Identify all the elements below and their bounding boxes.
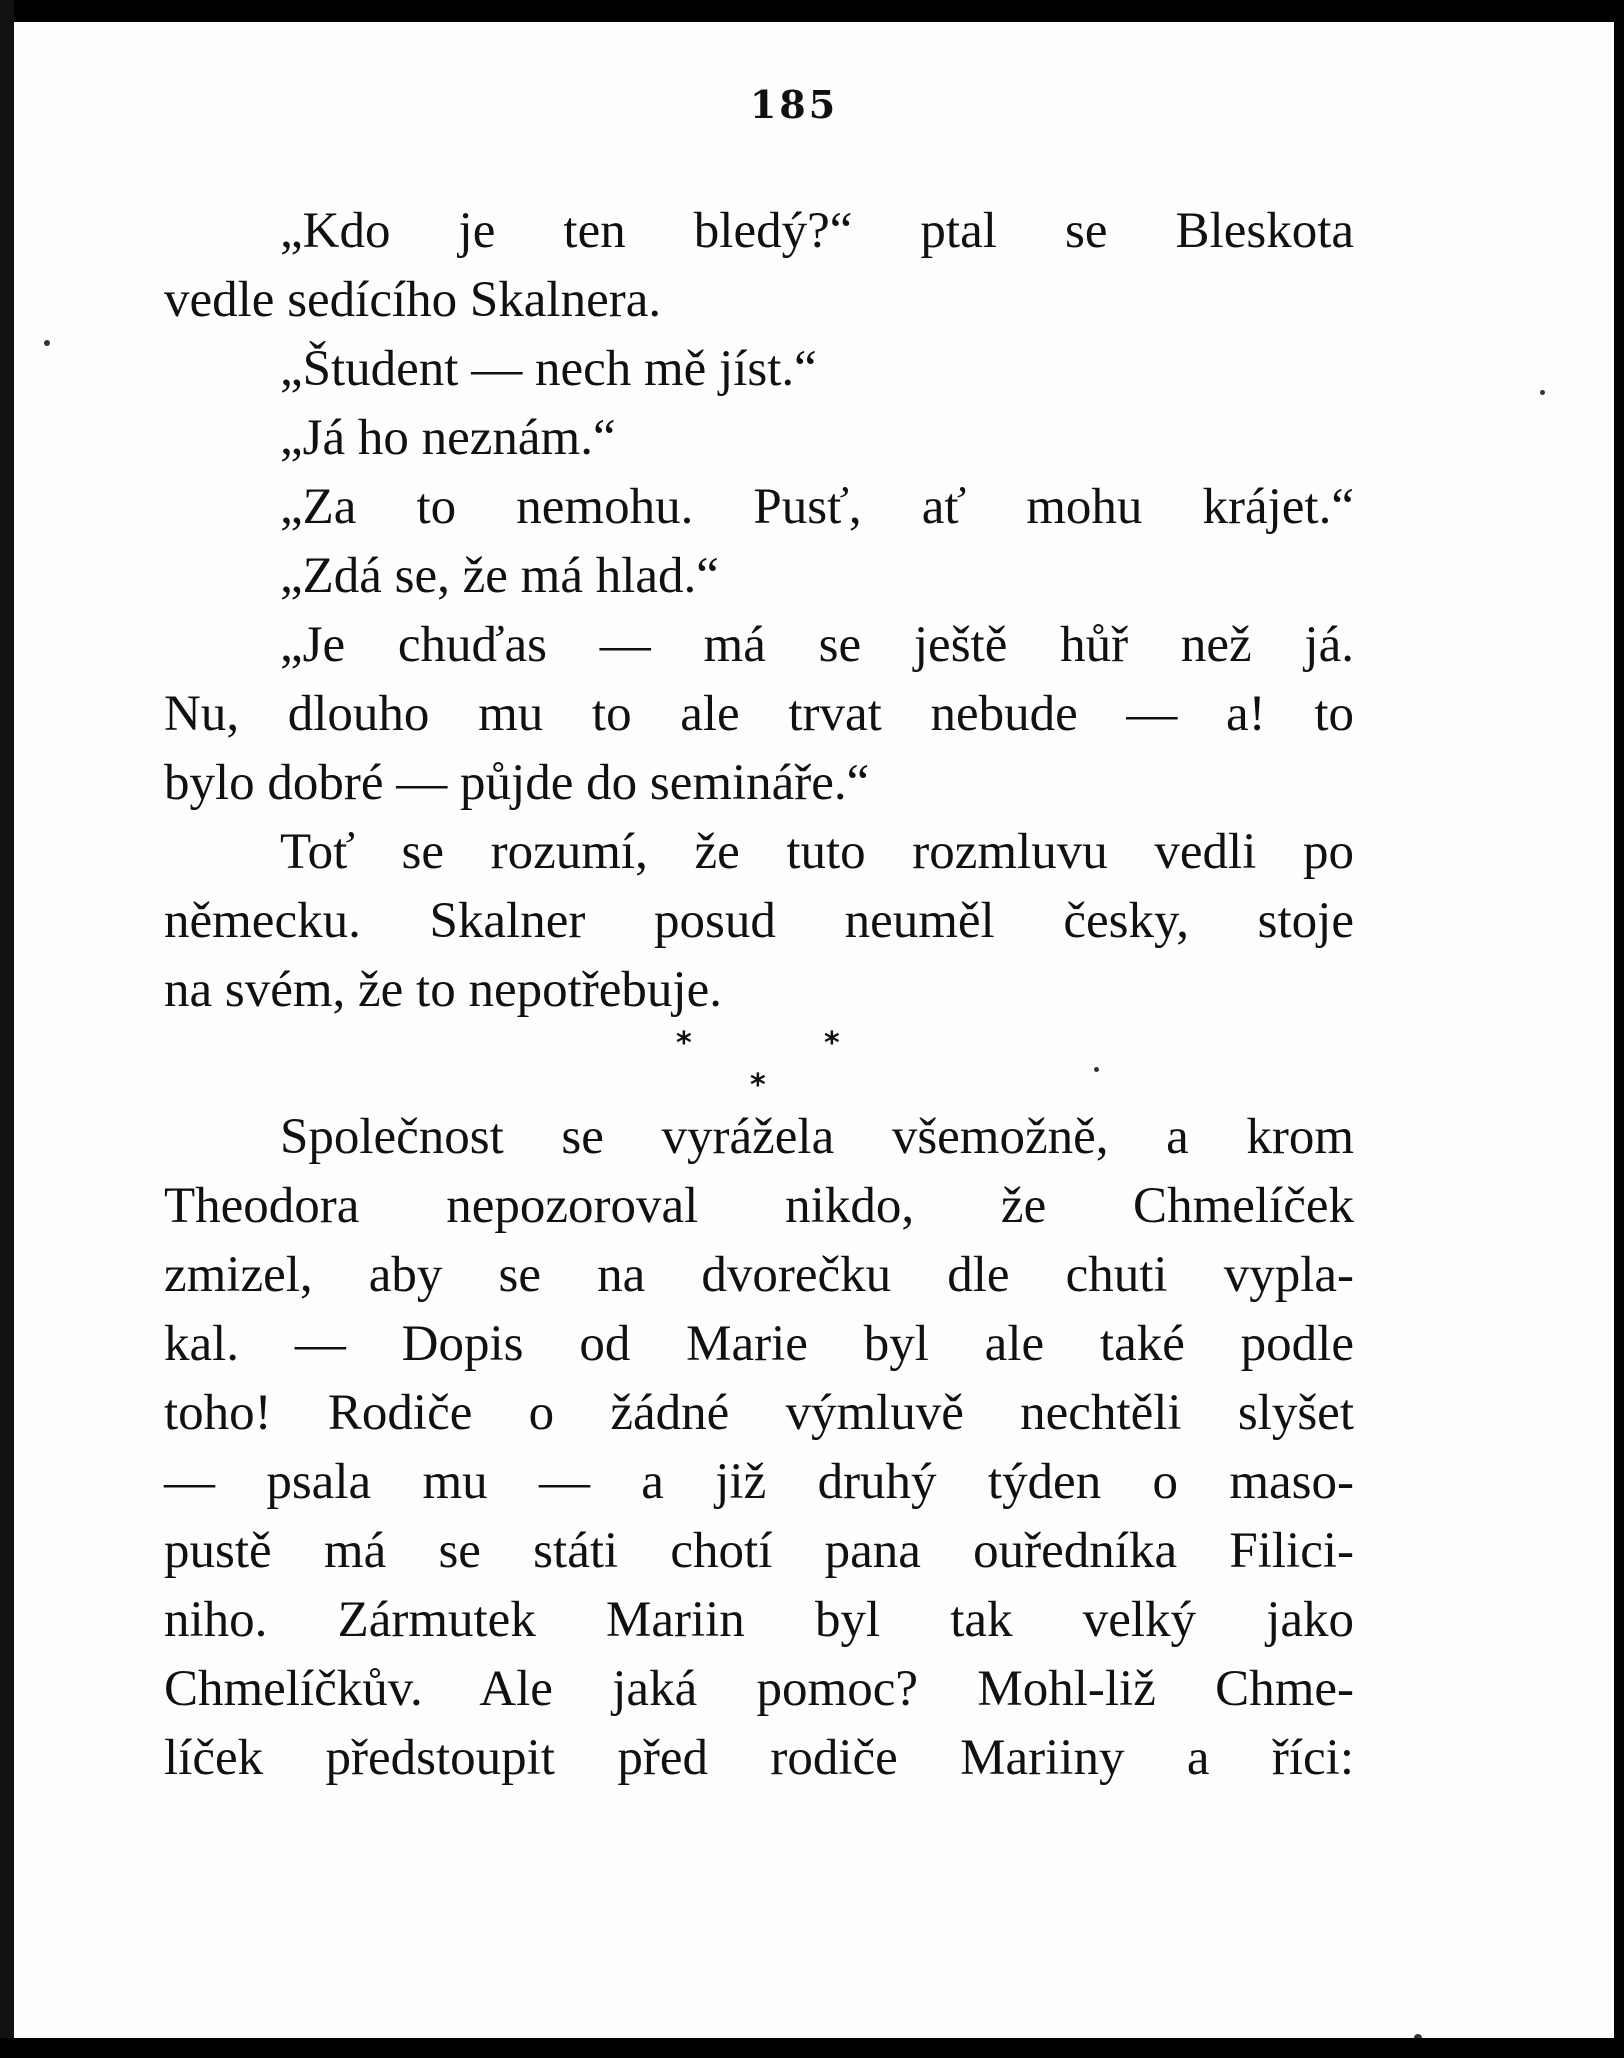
text-line: Theodora nepozoroval nikdo, že Chmelíček: [164, 1178, 1354, 1234]
text-line: německu. Skalner posud neuměl česky, stoje: [164, 893, 1354, 949]
print-speck: [1540, 390, 1545, 395]
body-text: [164, 197, 1354, 1793]
text-line: vedle sedícího Skalnera.: [164, 272, 662, 328]
text-line: „Študent — nech mě jíst.“: [280, 341, 817, 397]
text-section-narrative: [164, 1103, 1354, 1793]
text-line: Toť se rozumí, že tuto rozmluvu vedli po: [280, 824, 1354, 880]
book-page: [14, 22, 1614, 2038]
asterism-star: *: [750, 1068, 766, 1103]
page-bottom-edge: [0, 2038, 1624, 2058]
text-line: bylo dobré — půjde do semináře.“: [164, 755, 870, 811]
text-line: „Za to nemohu. Pusť, ať mohu krájet.“: [280, 479, 1354, 535]
section-break-asterism: [164, 1025, 1354, 1103]
text-line: niho. Zármutek Mariin byl tak velký jako: [164, 1592, 1354, 1648]
text-line: na svém, že to nepotřebuje.: [164, 962, 722, 1018]
text-line: pustě má se státi chotí pana ouředníka Filici-: [164, 1523, 1354, 1579]
text-line: kal. — Dopis od Marie byl ale také podle: [164, 1316, 1354, 1372]
asterism-star: *: [676, 1026, 692, 1061]
text-line: Chmelíčkův. Ale jaká pomoc? Mohl-liž Chme-: [164, 1661, 1354, 1717]
text-line: toho! Rodiče o žádné výmluvě nechtěli slyšet: [164, 1385, 1354, 1441]
text-line: „Kdo je ten bledý?“ ptal se Bleskota: [280, 203, 1354, 259]
print-speck: [44, 340, 50, 346]
text-line: „Je chuďas — má se ještě hůř než já.: [280, 617, 1354, 673]
text-line: „Já ho neznám.“: [280, 410, 616, 466]
text-line: Společnost se vyrážela všemožně, a krom: [280, 1109, 1354, 1165]
book-spine-edge: [0, 0, 14, 2058]
page-number: 185: [749, 82, 839, 127]
text-section-dialogue: [164, 197, 1354, 1025]
text-line: — psala mu — a již druhý týden o maso-: [164, 1454, 1354, 1510]
asterism-star: *: [824, 1026, 840, 1061]
text-line: líček předstoupit před rodiče Mariiny a říci:: [164, 1730, 1354, 1786]
text-line: zmizel, aby se na dvorečku dle chuti vypla-: [164, 1247, 1354, 1303]
text-line: „Zdá se, že má hlad.“: [280, 548, 719, 604]
text-line: Nu, dlouho mu to ale trvat nebude — a! to: [164, 686, 1354, 742]
print-speck: [1094, 1067, 1099, 1072]
